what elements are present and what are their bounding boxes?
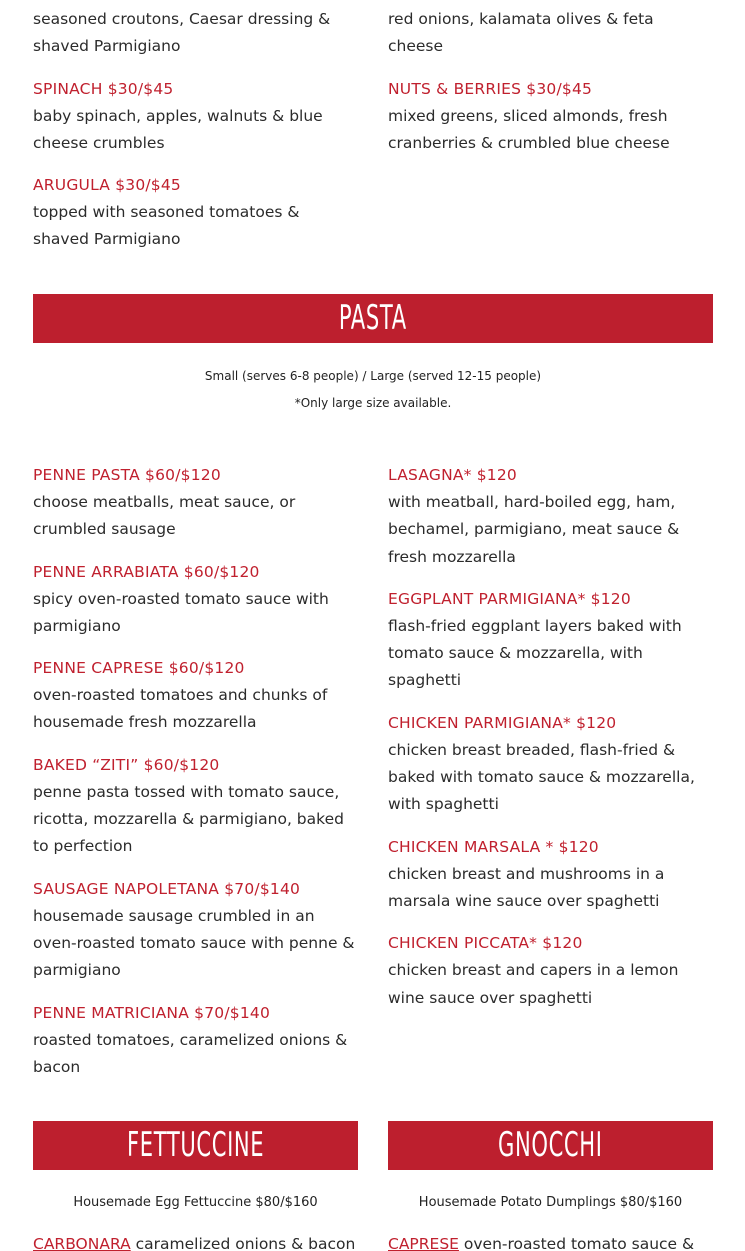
menu-item xyxy=(33,876,358,985)
item-description: topped with seasoned tomatoes & shaved Parmigiano xyxy=(33,203,300,249)
sizes-note: Small (serves 6-8 people) / Large (served 12-15 people) xyxy=(204,369,542,383)
pasta-left-column xyxy=(33,462,358,1081)
salads-right-column xyxy=(388,6,713,157)
menu-item xyxy=(388,930,713,1012)
item-description: penne pasta tossed with tomato sauce, ricotta, mozzarella & parmigiano, baked to perfection xyxy=(33,782,344,856)
menu-item xyxy=(388,462,713,571)
pasta-heading-text: PASTA xyxy=(339,298,407,338)
menu-item xyxy=(388,834,713,916)
item-description: chicken breast and mushrooms in a marsala wine sauce over spaghetti xyxy=(388,864,665,910)
item-description: red onions, kalamata olives & feta cheese xyxy=(388,10,654,56)
item-description: housemade sausage crumbled in an oven-roasted tomato sauce with penne & parmigiano xyxy=(33,906,355,980)
item-description: choose meatballs, meat sauce, or crumbled sausage xyxy=(33,493,296,539)
item-title: BAKED “ZITI” $60/$120 xyxy=(33,755,220,774)
large-only-note: *Only large size available. xyxy=(294,396,452,410)
item-title: ARUGULA $30/$45 xyxy=(33,176,181,195)
menu-item xyxy=(33,76,358,158)
item-title: PENNE ARRABIATA $60/$120 xyxy=(33,562,260,581)
item-description: seasoned croutons, Caesar dressing & shaved Parmigiano xyxy=(33,10,331,56)
item-title: NUTS & BERRIES $30/$45 xyxy=(388,79,593,98)
menu-item xyxy=(33,655,358,737)
menu-item xyxy=(33,462,358,544)
item-title: PENNE MATRICIANA $70/$140 xyxy=(33,1003,271,1022)
fettuccine-heading-text: FETTUCCINE xyxy=(126,1125,265,1165)
item-description: roasted tomatoes, caramelized onions & bacon xyxy=(33,1030,348,1076)
item-description: mixed greens, sliced almonds, fresh cranberries & crumbled blue cheese xyxy=(388,106,670,152)
menu-item xyxy=(388,586,713,695)
item-title: LASAGNA* $120 xyxy=(388,466,517,484)
menu-item xyxy=(33,559,358,641)
menu-item xyxy=(33,172,358,254)
fettuccine-subtitle: Housemade Egg Fettuccine $80/$160 xyxy=(73,1195,318,1210)
menu-item xyxy=(388,6,713,61)
pasta-heading xyxy=(33,294,713,343)
item-description: baby spinach, apples, walnuts & blue cheese crumbles xyxy=(33,106,323,152)
fettuccine-heading xyxy=(33,1121,358,1170)
item-title: SPINACH $30/$45 xyxy=(33,79,174,98)
menu-item xyxy=(388,76,713,158)
item-title: EGGPLANT PARMIGIANA* $120 xyxy=(388,589,631,608)
pasta-right-column xyxy=(388,462,713,1012)
item-description: chicken breast breaded, flash-fried & baked with tomato sauce & mozzarella, with spaghetti xyxy=(388,740,695,814)
item-description: caramelized onions & bacon xyxy=(130,1235,356,1251)
gnocchi-heading-text: GNOCCHI xyxy=(498,1125,603,1165)
item-description: spicy oven-roasted tomato sauce with parmigiano xyxy=(33,589,329,635)
item-title: PENNE CAPRESE $60/$120 xyxy=(33,659,245,678)
item-title: CHICKEN PARMIGIANA* $120 xyxy=(388,713,617,732)
item-title[interactable]: CARBONARA xyxy=(33,1235,131,1251)
item-description: oven-roasted tomato sauce & xyxy=(458,1235,695,1251)
menu-item xyxy=(33,752,358,861)
menu-item xyxy=(388,710,713,819)
fettuccine-item xyxy=(33,1231,363,1251)
item-title[interactable]: CAPRESE xyxy=(388,1235,459,1251)
gnocchi-heading xyxy=(388,1121,713,1170)
gnocchi-subtitle: Housemade Potato Dumplings $80/$160 xyxy=(418,1195,683,1210)
item-title: CHICKEN PICCATA* $120 xyxy=(388,934,583,953)
item-description: with meatball, hard-boiled egg, ham, bechamel, parmigiano, meat sauce & fresh mozzarella xyxy=(388,493,680,566)
menu-item xyxy=(33,1000,358,1082)
item-title: SAUSAGE NAPOLETANA $70/$140 xyxy=(33,879,301,898)
item-description: chicken breast and capers in a lemon wine sauce over spaghetti xyxy=(388,961,679,1007)
menu-item xyxy=(33,6,358,61)
item-title: CHICKEN MARSALA * $120 xyxy=(388,837,599,856)
item-title: PENNE PASTA $60/$120 xyxy=(33,466,221,484)
item-description: oven-roasted tomatoes and chunks of housemade fresh mozzarella xyxy=(33,686,328,732)
item-description: flash-fried eggplant layers baked with tomato sauce & mozzarella, with spaghetti xyxy=(388,616,682,690)
gnocchi-item xyxy=(388,1231,718,1251)
salads-left-column xyxy=(33,6,358,254)
